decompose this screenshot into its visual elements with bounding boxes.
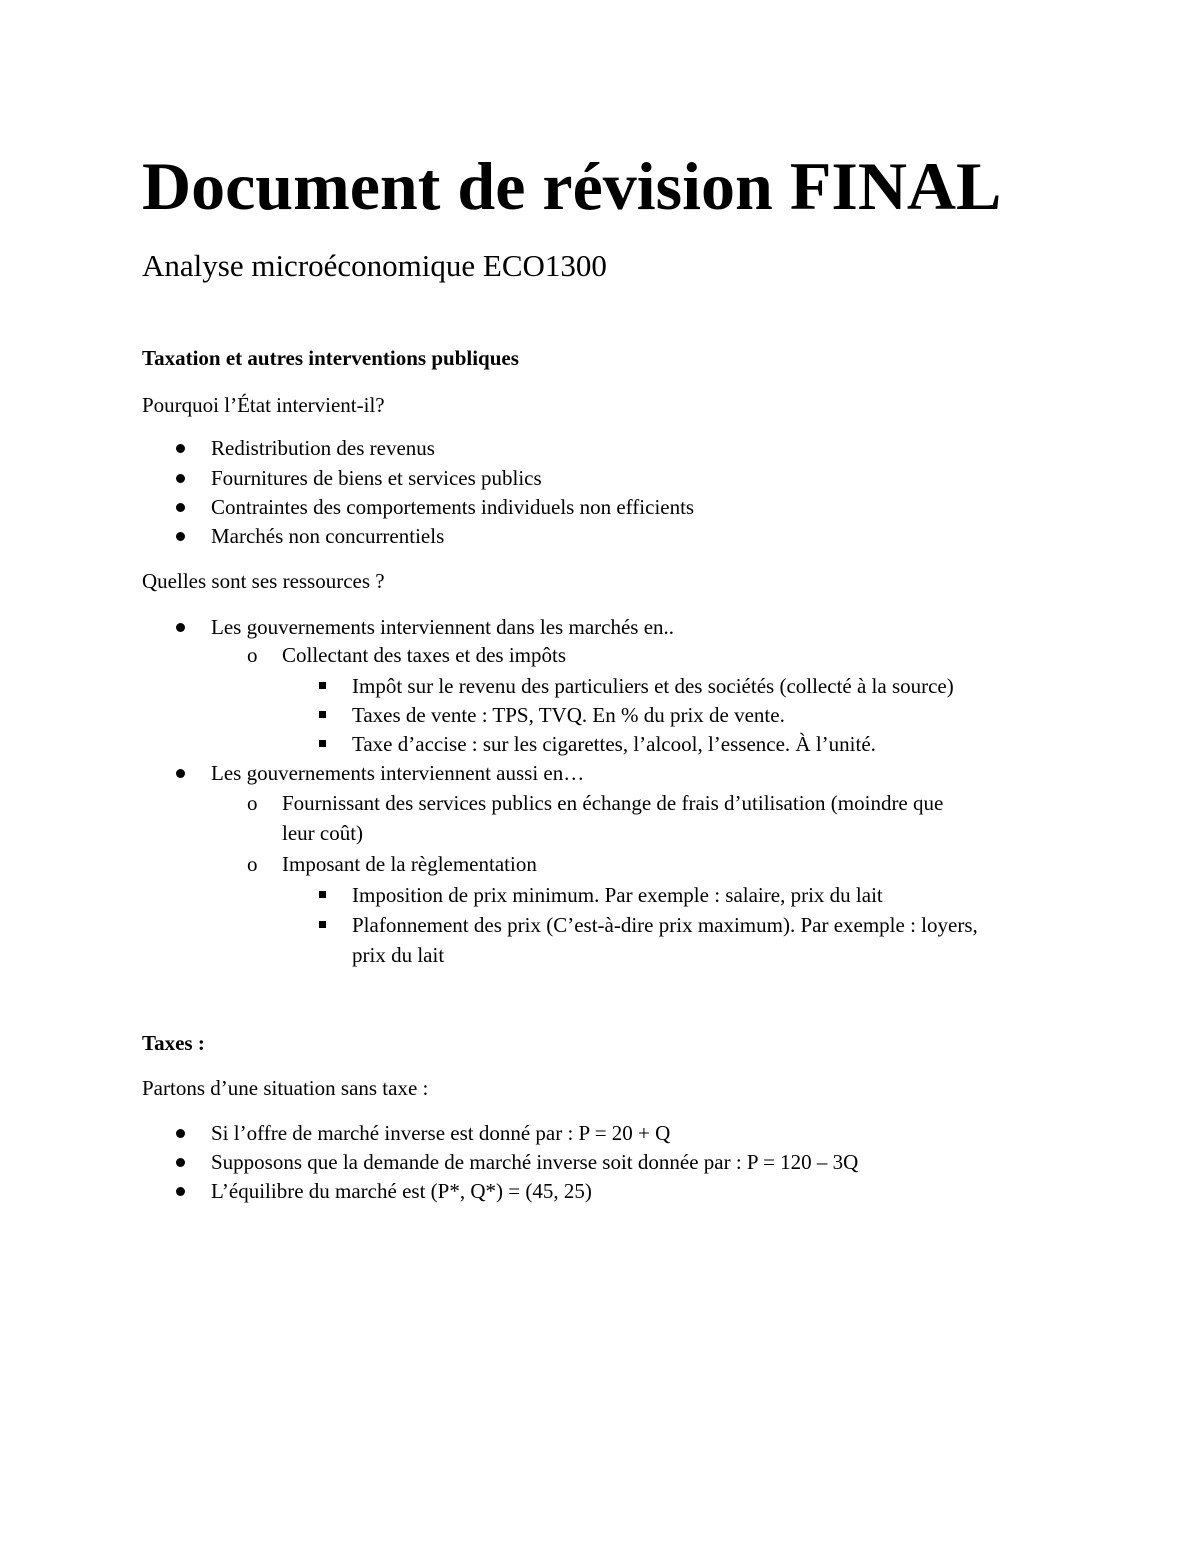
sub-bullet-marker: o (247, 643, 258, 667)
sub-sub-item: Imposition de prix minimum. Par exemple : salaire, prix du lait (352, 883, 883, 907)
square-bullet (319, 740, 326, 747)
sub-item-services: Fournissant des services publics en échange de frais d’utilisation (moindre que (282, 791, 944, 815)
list-item-reason: Fournitures de biens et services publics (211, 466, 542, 490)
sub-bullet-marker: o (247, 852, 258, 876)
section-heading-taxes: Taxes : (142, 1031, 205, 1055)
question-why-state: Pourquoi l’État intervient-il? (142, 393, 385, 417)
list-item-reason: Contraintes des comportements individuels non efficients (211, 495, 695, 519)
section-heading-taxation: Taxation et autres interventions publiques (142, 346, 519, 370)
sub-bullet-marker: o (247, 791, 258, 815)
sub-item-regulation: Imposant de la règlementation (282, 852, 537, 876)
bullet-dot (176, 532, 185, 541)
bullet-dot (176, 1158, 185, 1167)
list-item-reason: Marchés non concurrentiels (211, 524, 445, 548)
sub-sub-item: Plafonnement des prix (C’est-à-dire prix maximum). Par exemple : loyers, (352, 913, 978, 937)
bullet-dot (176, 503, 185, 512)
document-subtitle: Analyse microéconomique ECO1300 (142, 248, 607, 283)
list-item-intervene: Les gouvernements interviennent dans les marchés en.. (211, 615, 675, 639)
list-item-reason: Redistribution des revenus (211, 436, 435, 460)
list-item-market: Si l’offre de marché inverse est donné par : P = 20 + Q (211, 1121, 671, 1145)
document-title: Document de révision FINAL (142, 148, 1002, 224)
square-bullet (319, 711, 326, 718)
sub-sub-item: Taxe d’accise : sur les cigarettes, l’alcool, l’essence. À l’unité. (352, 732, 876, 756)
taxes-intro: Partons d’une situation sans taxe : (142, 1076, 429, 1100)
bullet-dot (176, 623, 185, 632)
square-bullet (319, 682, 326, 689)
sub-sub-item-continued: prix du lait (352, 943, 445, 967)
question-resources: Quelles sont ses ressources ? (142, 569, 385, 593)
list-item-intervene: Les gouvernements interviennent aussi en… (211, 761, 585, 785)
list-item-market: L’équilibre du marché est (P*, Q*) = (45, 25) (211, 1179, 592, 1203)
bullet-dot (176, 444, 185, 453)
sub-sub-item: Impôt sur le revenu des particuliers et des sociétés (collecté à la source) (352, 674, 954, 698)
square-bullet (319, 891, 326, 898)
bullet-dot (176, 769, 185, 778)
bullet-dot (176, 1187, 185, 1196)
square-bullet (319, 921, 326, 928)
sub-sub-item: Taxes de vente : TPS, TVQ. En % du prix de vente. (352, 703, 785, 727)
list-item-market: Supposons que la demande de marché inverse soit donnée par : P = 120 – 3Q (211, 1150, 859, 1174)
sub-item-services-continued: leur coût) (282, 821, 364, 845)
sub-item-collect: Collectant des taxes et des impôts (282, 643, 567, 667)
bullet-dot (176, 474, 185, 483)
bullet-dot (176, 1129, 185, 1138)
